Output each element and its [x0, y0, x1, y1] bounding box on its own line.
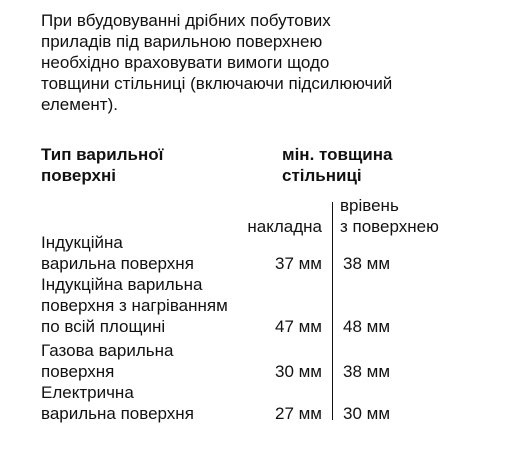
cooktop-type-line: Газова варильна	[41, 341, 174, 360]
overlay-thickness: 27 мм	[274, 404, 322, 423]
overlay-thickness: 47 мм	[274, 317, 322, 336]
intro-line: приладів під варильною поверхнею	[41, 32, 323, 51]
cooktop-type-line: варильна поверхня	[41, 254, 194, 273]
overlay-thickness: 30 мм	[274, 362, 322, 381]
intro-line: необхідно враховувати вимоги щодо	[41, 53, 330, 72]
cooktop-type-line: Індукційна варильна	[41, 275, 203, 294]
header-line: Тип варильної	[41, 145, 164, 164]
cooktop-type-line: поверхня з нагріванням	[41, 296, 228, 315]
intro-paragraph	[41, 10, 481, 115]
header-line: мін. товщина	[282, 145, 393, 164]
intro-line: товщини стільниці (включаючи підсилюючий	[41, 74, 393, 93]
flush-thickness: 38 мм	[343, 362, 391, 381]
cooktop-type-line: Індукційна	[41, 233, 123, 252]
column-header-min-thickness	[282, 144, 392, 186]
cooktop-type-line: Електрична	[41, 383, 134, 402]
column-header-cooktop-type	[41, 144, 163, 186]
cooktop-type-line: по всій площині	[41, 317, 166, 336]
subheader-overlay: накладна	[247, 217, 322, 236]
subheader-flush	[340, 195, 439, 237]
column-divider	[332, 202, 333, 420]
intro-line: елемент).	[41, 95, 118, 114]
overlay-thickness: 37 мм	[274, 254, 322, 273]
header-line: поверхні	[41, 166, 116, 185]
subheader-line: з поверхнею	[340, 217, 439, 236]
flush-thickness: 48 мм	[343, 317, 391, 336]
subheader-line: врівень	[340, 196, 399, 215]
header-line: стільниці	[282, 166, 362, 185]
cooktop-type-line: поверхня	[41, 362, 115, 381]
cooktop-type-line: варильна поверхня	[41, 404, 194, 423]
intro-line: При вбудовуванні дрібних побутових	[41, 11, 331, 30]
flush-thickness: 30 мм	[343, 404, 391, 423]
flush-thickness: 38 мм	[343, 254, 391, 273]
